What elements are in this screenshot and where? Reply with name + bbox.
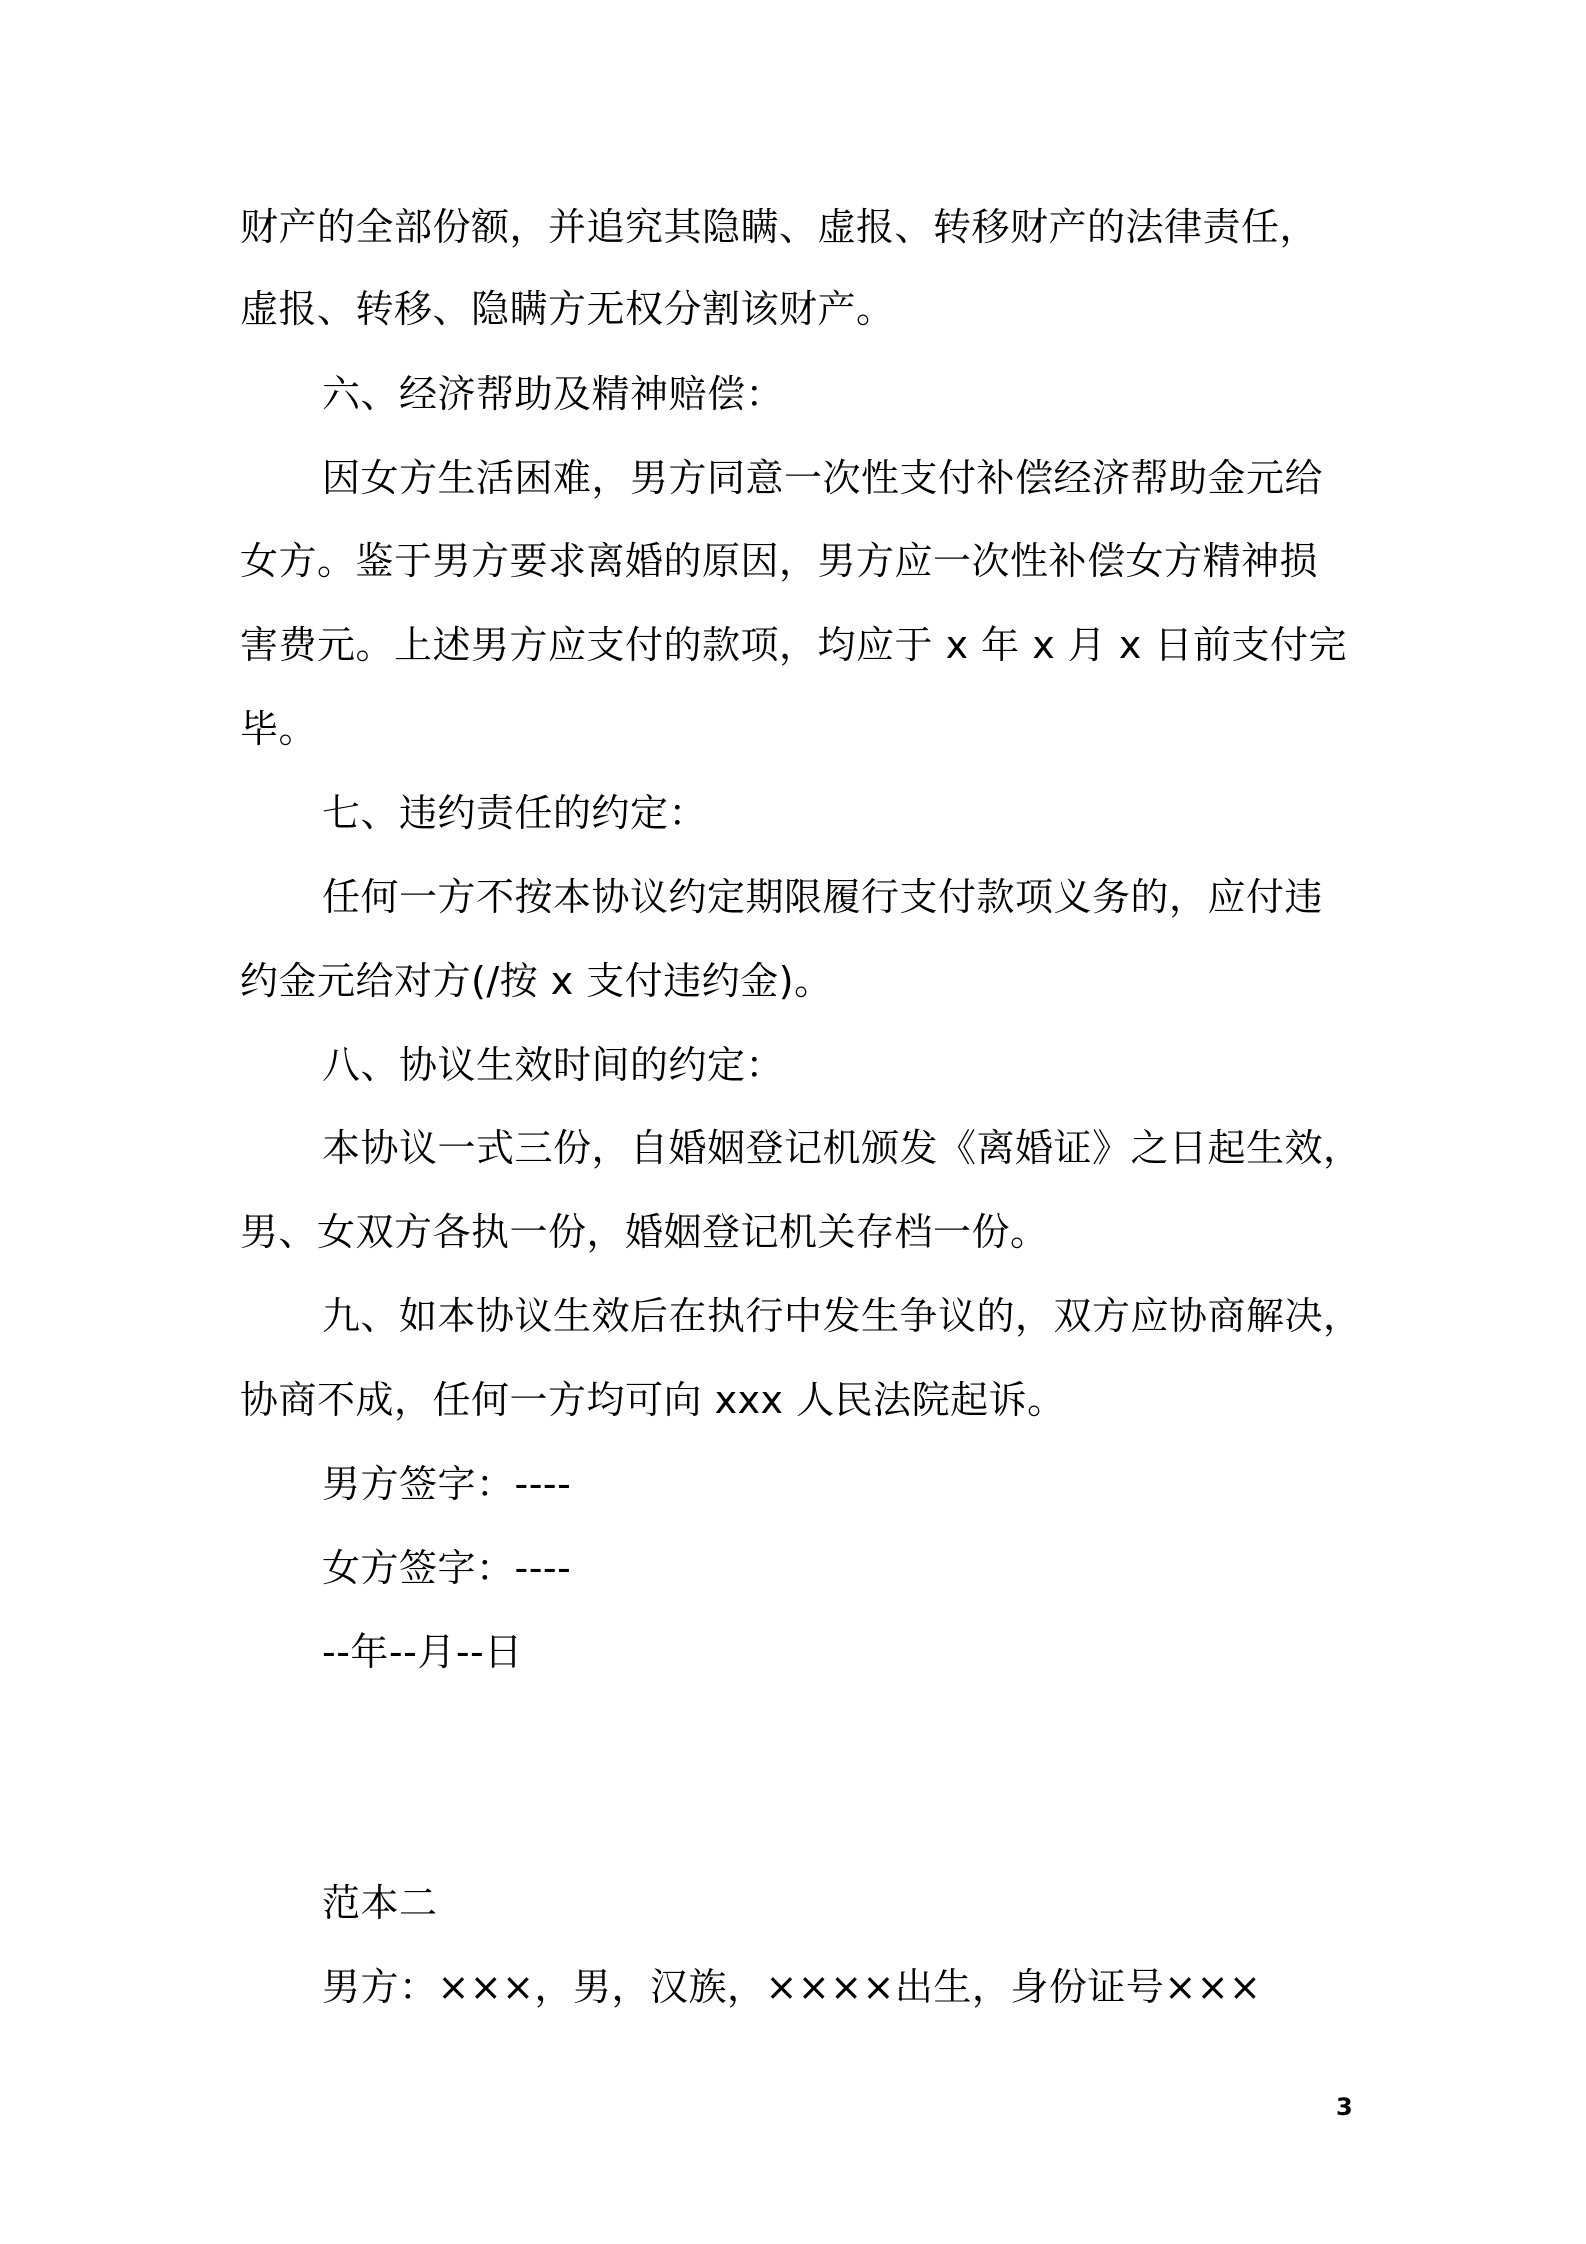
paragraph-line: 男方：×××，男，汉族，××××出生，身份证号××× [322, 1965, 1262, 2009]
paragraph-line: 男、女双方各执一份，婚姻登记机关存档一份。 [240, 1210, 1049, 1254]
paragraph-line: 毕。 [240, 707, 318, 751]
template-two-heading: 范本二 [322, 1881, 438, 1925]
female-signature-line: 女方签字：---- [322, 1546, 572, 1590]
date-line: --年--月--日 [322, 1630, 523, 1674]
paragraph-line: 害费元。上述男方应支付的款项，均应于 x 年 x 月 x 日前支付完 [240, 623, 1347, 667]
section-heading-9: 九、如本协议生效后在执行中发生争议的，双方应协商解决， [322, 1294, 1362, 1338]
paragraph-line: 本协议一式三份，自婚姻登记机颁发《离婚证》之日起生效， [322, 1126, 1362, 1170]
section-heading-8: 八、协议生效时间的约定： [322, 1043, 785, 1087]
section-heading-6: 六、经济帮助及精神赔偿： [322, 372, 785, 416]
page-number: 3 [1336, 2093, 1353, 2121]
paragraph-line: 财产的全部份额，并追究其隐瞒、虚报、转移财产的法律责任， [240, 205, 1319, 249]
paragraph-line: 女方。鉴于男方要求离婚的原因，男方应一次性补偿女方精神损 [240, 539, 1319, 583]
paragraph-line: 约金元给对方(/按 x 支付违约金)。 [240, 959, 833, 1003]
paragraph-line: 协商不成，任何一方均可向 xxx 人民法院起诉。 [240, 1378, 1066, 1422]
paragraph-line: 因女方生活困难，男方同意一次性支付补偿经济帮助金元给 [322, 456, 1324, 500]
paragraph-line: 任何一方不按本协议约定期限履行支付款项义务的，应付违 [322, 875, 1324, 919]
paragraph-line: 虚报、转移、隐瞒方无权分割该财产。 [240, 287, 895, 331]
male-signature-line: 男方签字：---- [322, 1462, 572, 1506]
section-heading-7: 七、违约责任的约定： [322, 791, 708, 835]
